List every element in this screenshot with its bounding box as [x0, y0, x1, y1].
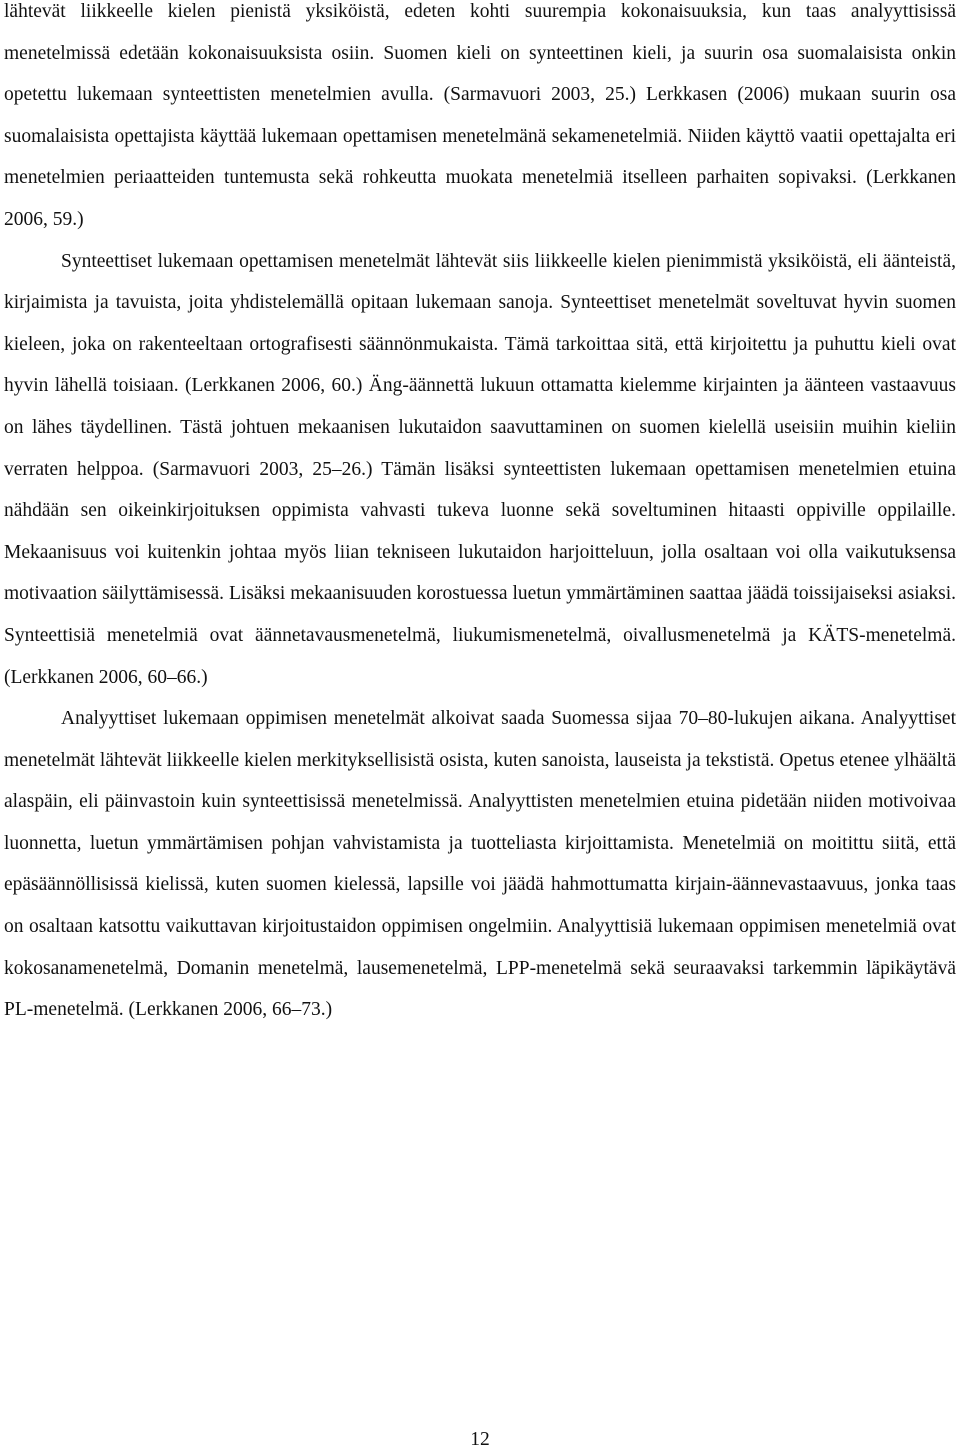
document-body: [4, 0, 956, 1031]
paragraph-menetelmat-intro: lähtevät liikkeelle kielen pienistä yksiköistä, edeten kohti suurempia kokonaisuuksia, kun taas analyyttisissä menetelmissä edetään kokonaisuuksista osiin. Suomen kieli on synteettinen kieli, ja suurin osa suomalaisista onkin opetettu lukemaan synteettisten menetelmien avulla. (Sarmavuori 2003, 25.) Lerkkasen (2006) mukaan suurin osa suomalaisista opettajista käyttää lukemaan opettamisen menetelmänä sekamenetelmiä. Niiden käyttö vaatii opettajalta eri menetelmien periaatteiden tuntemusta sekä rohkeutta muokata menetelmiä itselleen parhaiten sopivaksi. (Lerkkanen 2006, 59.): [4, 1, 956, 230]
paragraph-synteettiset-menetelmat: Synteettiset lukemaan opettamisen menetelmät lähtevät siis liikkeelle kielen pienimmistä yksiköistä, eli äänteistä, kirjaimista ja tavuista, joita yhdistelemällä opitaan lukemaan sanoja. Synteettiset menetelmät soveltuvat hyvin suomen kieleen, joka on rakenteeltaan ortografisesti säännönmukaista. Tämä tarkoittaa sitä, että kirjoitettu ja puhuttu kieli ovat hyvin lähellä toisiaan. (Lerkkanen 2006, 60.) Äng-äännettä lukuun ottamatta kielemme kirjainten ja äänteen vastaavuus on lähes täydellinen. Tästä johtuen mekaanisen lukutaidon saavuttaminen on suomen kielellä useisiin muihin kieliin verraten helppoa. (Sarmavuori 2003, 25–26.) Tämän lisäksi synteettisten lukemaan opettamisen menetelmien etuina nähdään sen oikeinkirjoituksen oppimista vahvasti tukeva luonne sekä soveltuminen hitaasti oppiville oppilaille. Mekaanisuus voi kuitenkin johtaa myös liian tekniseen lukutaidon harjoitteluun, jolla osaltaan voi olla vaikutuksensa motivaation säilyttämisessä. Lisäksi mekaanisuuden korostuessa luetun ymmärtäminen saattaa jäädä toissijaiseksi asiaksi. Synteettisiä menetelmiä ovat äännetavausmenetelmä, liukumismenetelmä, oivallusmenetelmä ja KÄTS-menetelmä. (Lerkkanen 2006, 60–66.): [4, 250, 956, 688]
page-number: 12: [470, 1429, 490, 1450]
paragraph-analyyttiset-menetelmat: Analyyttiset lukemaan oppimisen menetelmät alkoivat saada Suomessa sijaa 70–80-lukujen aikana. Analyyttiset menetelmät lähtevät liikkeelle kielen merkityksellisistä osista, kuten sanoista, lauseista ja tekstistä. Opetus etenee ylhäältä alaspäin, eli päinvastoin kuin synteettisissä menetelmissä. Analyyttisten menetelmien etuina pidetään niiden motivoivaa luonnetta, luetun ymmärtämisen pohjan vahvistamista ja tuotteliasta kirjoittamista. Menetelmiä on moitittu siitä, että epäsäännöllisissä kielissä, kuten suomen kielessä, lapsille voi jäädä hahmottumatta kirjain-äännevastaavuus, jonka taas on osaltaan katsottu vaikuttavan kirjoitustaidon oppimisen ongelmiin. Analyyttisiä lukemaan oppimisen menetelmiä ovat kokosanamenetelmä, Domanin menetelmä, lausemenetelmä, LPP-menetelmä sekä seuraavaksi tarkemmin läpikäytävä PL-menetelmä. (Lerkkanen 2006, 66–73.): [4, 708, 956, 1021]
